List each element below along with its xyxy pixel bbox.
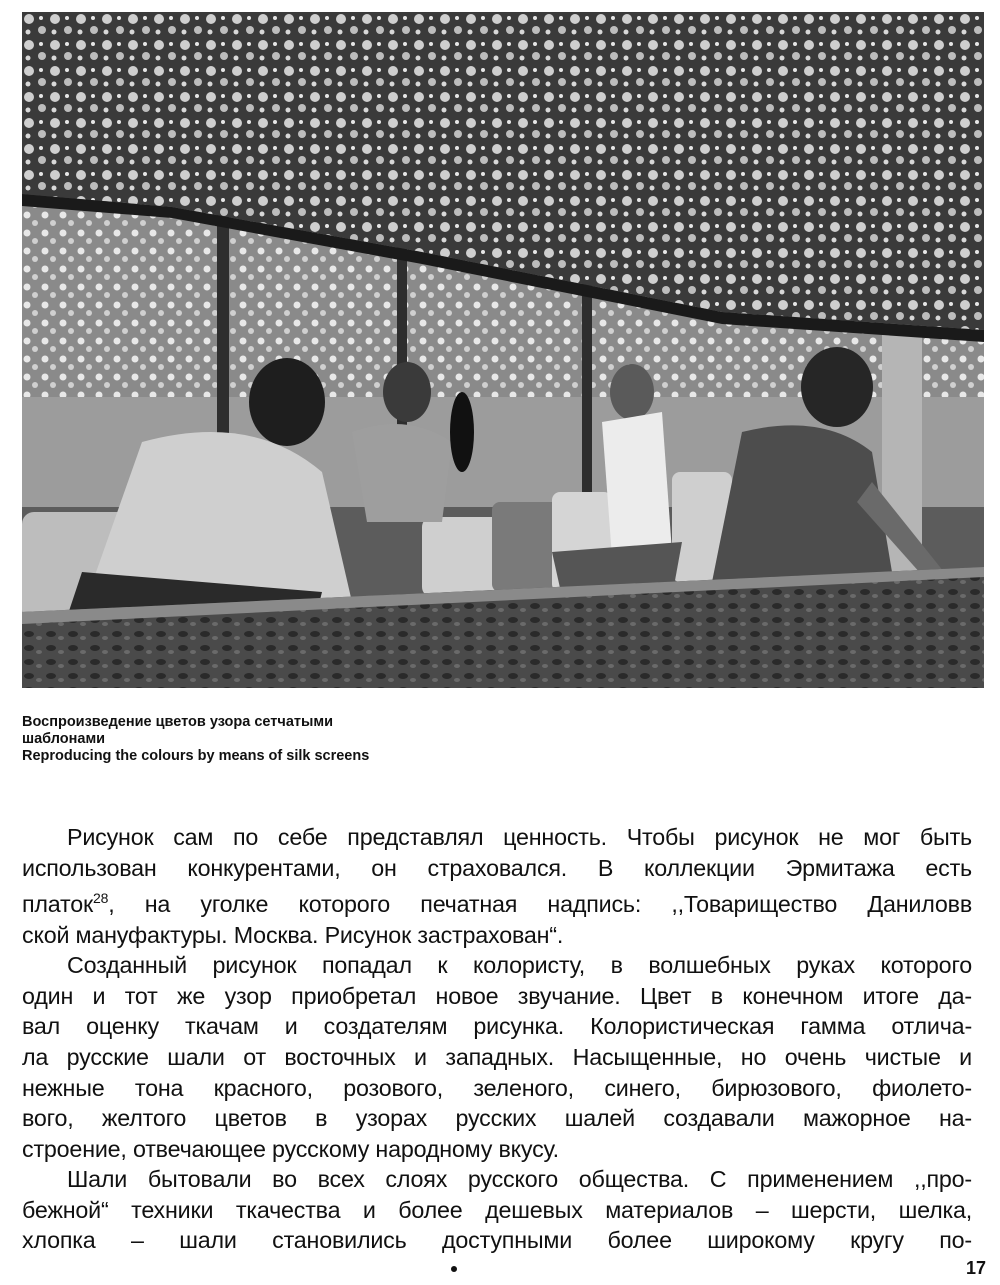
- body-line: Рисунок сам по себе представлял ценность. Чтобы рисунок не мог быть: [67, 824, 972, 850]
- page-number: 17: [965, 1258, 986, 1278]
- body-line: один и тот же узор приобретал новое звучание. Цвет в конечном итоге да-: [22, 982, 972, 1009]
- decorative-dot: [451, 1266, 457, 1272]
- body-line: бежной“ техники ткачества и более дешевых материалов – шерсти, шелка,: [22, 1196, 972, 1223]
- body-line: вого, желтого цветов в узорах русских шалей создавали мажорное на-: [22, 1105, 972, 1132]
- body-line: Шали бытовали во всех слоях русского общества. С применением ,,про-: [67, 1166, 972, 1193]
- body-line: ской мануфактуры. Москва. Рисунок застрахован“.: [22, 921, 564, 948]
- body-line-with-footnote: [22, 883, 972, 919]
- body-line: нежные тона красного, розового, зеленого, синего, бирюзового, фиолето-: [22, 1074, 972, 1101]
- factory-photo: [22, 12, 984, 688]
- body-text: [22, 822, 972, 1256]
- caption-english: Reproducing the colours by means of silk screens: [22, 748, 370, 764]
- caption-russian-line-1: Воспроизведение цветов узора сетчатыми: [22, 714, 334, 730]
- caption-russian-line-2: шаблонами: [22, 731, 106, 747]
- body-line: использован конкурентами, он страховался. В коллекции Эрмитажа есть: [22, 854, 972, 881]
- body-line: строение, отвечающее русскому народному вкусу.: [22, 1135, 559, 1162]
- footnote-reference: 28: [93, 890, 109, 907]
- photo-caption: [22, 714, 582, 765]
- body-line: ла русские шали от восточных и западных. Насыщенные, но очень чистые и: [22, 1043, 972, 1070]
- body-line-part: , на уголке которого печатная надпись: ,,Товарищество Даниловв: [108, 890, 972, 917]
- body-line: Созданный рисунок попадал к колористу, в волшебных руках которого: [67, 952, 972, 979]
- body-line: вал оценку ткачам и создателям рисунка. Колористическая гамма отлича-: [22, 1013, 972, 1040]
- body-line-part: платок: [22, 890, 94, 917]
- body-line: хлопка – шали становились доступными более широкому кругу по-: [22, 1227, 972, 1254]
- factory-photo-icon: [22, 12, 984, 688]
